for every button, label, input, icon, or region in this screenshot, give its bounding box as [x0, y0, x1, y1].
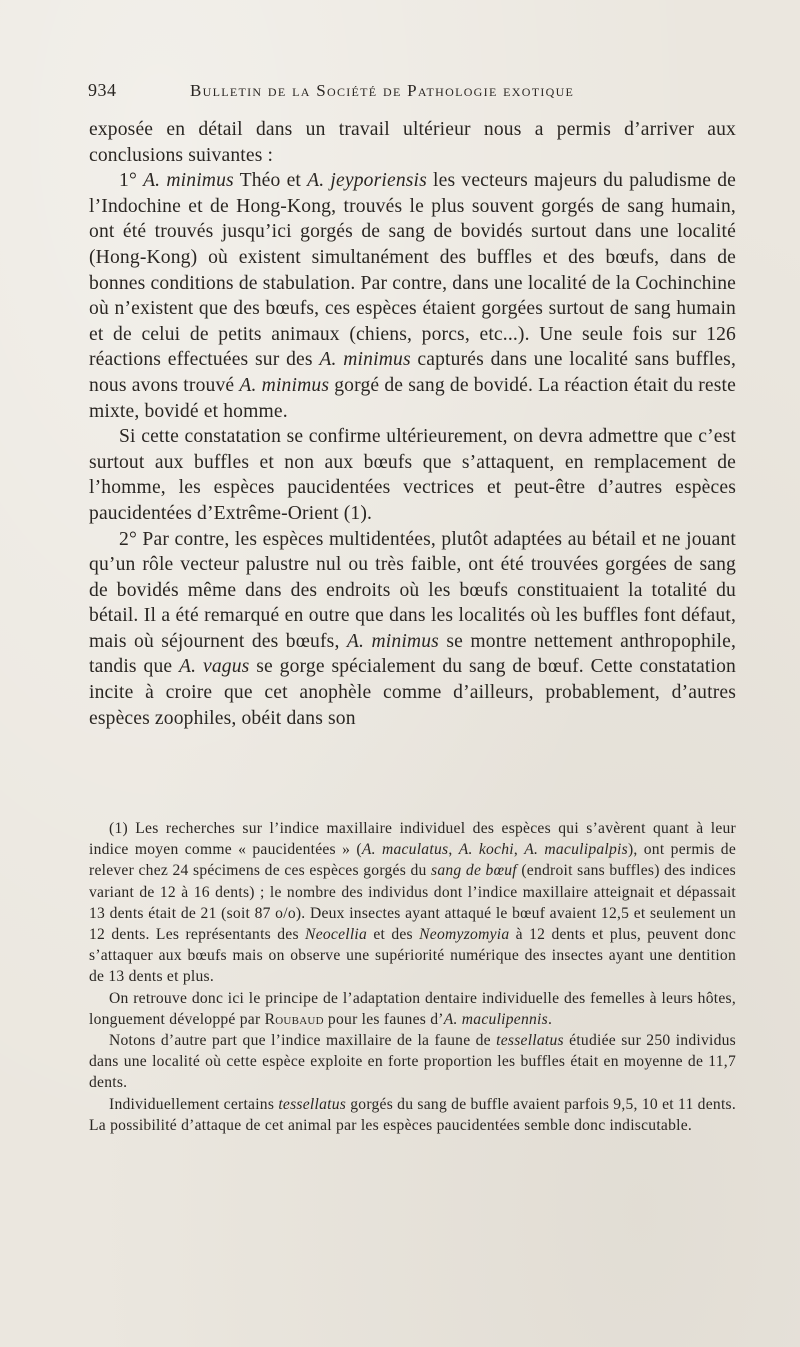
paragraph-2-text: capturés dans une localité sans buffles, nous avons trouvé	[89, 349, 737, 396]
footnote-text: ), ont permis de relever chez 24 spécimens de ces espèces gorgés du	[89, 841, 737, 880]
species-name: tessellatus	[496, 1032, 564, 1050]
footnote-4	[89, 1094, 736, 1136]
species-name: A. maculipalpis	[524, 841, 628, 859]
footnote-text: (endroit sans buffles) des indices variant de 12 à 16 dents) ; le nombre des individus dont l’indice maxillaire atteignait et dépassait 13 dents était de 21 (soit 87 o/o). Deux insectes ayant attaqué le bœuf avaient 12,5 et seulement un 12 dents. Les représentants des	[89, 862, 736, 944]
paragraph-4-text: se gorge spécialement du sang de bœuf. Cette constatation incite à croire que cet anophèle comme d’ailleurs, probablement, d’autres espèces zoophiles, obéit dans son	[89, 656, 736, 729]
species-name: A. minimus	[143, 170, 234, 192]
paragraph-4	[89, 527, 736, 732]
footnote-2	[89, 988, 736, 1030]
main-text	[89, 117, 736, 731]
footnote-text: Individuellement certains	[109, 1095, 279, 1113]
species-name: A. kochi	[458, 841, 514, 859]
paragraph-2-lead: 1°	[119, 170, 144, 192]
author-name: Roubaud	[264, 1010, 324, 1028]
paragraph-2-text: Théo et	[233, 170, 308, 192]
footnote-3	[89, 1030, 736, 1094]
species-name: A. maculipennis	[443, 1010, 548, 1028]
paragraph-2-text: les vecteurs majeurs du paludisme de l’Indochine et de Hong-Kong, trouvés le plus souvent gorgés de sang humain, ont été trouvés jusqu’ici gorgés de sang de bovidés surtout dans une localité (Hong-Kong) où existent simultanément des buffles et des bœufs, dans de bonnes conditions de stabulation. Par contre, dans une localité de la Cochinchine où n’existent que des bœufs, ces espèces étaient gorgées surtout de sang humain et de celui de petits animaux (chiens, porcs, etc...). Une seule fois sur 126 réactions effectuées sur des	[89, 170, 737, 371]
species-name: A. minimus	[319, 349, 411, 371]
paragraph-2-text: gorgé de sang de bovidé. La réaction était du reste mixte, bovidé et homme.	[89, 374, 736, 422]
paragraph-1-text: exposée en détail dans un travail ultérieur nous a permis d’arriver aux conclusions suivantes :	[89, 119, 736, 166]
running-title: Bulletin de la Société de Pathologie exotique	[190, 81, 575, 100]
emphasis: sang de bœuf	[431, 862, 517, 880]
species-name: A. jeyporiensis	[307, 170, 427, 192]
species-name: A. minimus	[346, 630, 439, 652]
footnotes	[89, 818, 736, 1136]
footnote-text: pour les faunes d’	[323, 1010, 444, 1028]
footnote-text: .	[547, 1010, 553, 1028]
paragraph-4-text: 2° Par contre, les espèces multidentées, plutôt adaptées au bétail et ne jouant qu’un rôle vecteur palustre nul ou très faible, ont été trouvées gorgées de sang de bovidés même dans des endroits où les bœufs constituaient la totalité du bétail. Il a été remarqué en outre que dans les localités où les buffles font défaut, mais où séjournent des bœufs,	[89, 528, 736, 652]
footnote-text: Notons d’autre part que l’indice maxillaire de la faune de	[109, 1032, 497, 1050]
footnote-text: à 12 dents et plus, peuvent donc s’attaquer aux bœufs mais on observe une supériorité numérique des insectes ayant une dentition de 13 dents et plus.	[89, 926, 736, 986]
genus-name: Neomyzomyia	[419, 926, 510, 944]
footnote-1	[89, 818, 736, 988]
footnote-text: et des	[367, 926, 420, 944]
species-name: tessellatus	[278, 1095, 347, 1113]
footnote-text: gorgés du sang de buffle avaient parfois 9,5, 10 et 11 dents. La possibilité d’attaque de cet animal par les espèces paucidentées semble donc indiscutable.	[89, 1095, 736, 1134]
species-name: A. minimus	[239, 374, 330, 396]
paragraph-3	[89, 424, 736, 526]
page-number: 934	[88, 80, 117, 100]
species-name: A. vagus	[179, 656, 250, 678]
footnote-text: (1) Les recherches sur l’indice maxillaire individuel des espèces qui s’avèrent quant à leur indice moyen comme « paucidentées » (	[89, 820, 736, 859]
paragraph-1	[89, 117, 736, 168]
footnote-text: On retrouve donc ici le principe de l’adaptation dentaire individuelle des femelles à leurs hôtes, longuement développé par	[89, 989, 736, 1028]
genus-name: Neocellia	[305, 926, 368, 944]
paragraph-4-text: se montre nettement anthropophile, tandis que	[89, 630, 737, 678]
species-name: A. maculatus	[361, 841, 449, 859]
page-header	[88, 80, 728, 104]
footnote-text: ,	[448, 841, 459, 859]
footnote-text: ,	[513, 841, 525, 859]
footnote-text: étudiée sur 250 individus dans une localité où cette espèce exploite en forte proportion les buffles était en moyenne de 11,7 dents.	[89, 1032, 736, 1092]
paragraph-3-text: Si cette constatation se confirme ultérieurement, on devra admettre que c’est surtout aux buffles et non aux bœufs que s’attaquent, en remplacement de l’homme, les espèces paucidentées vectrices et peut-être d’autres espèces paucidentées d’Extrême-Orient (1).	[89, 426, 736, 524]
paragraph-2	[89, 168, 736, 424]
